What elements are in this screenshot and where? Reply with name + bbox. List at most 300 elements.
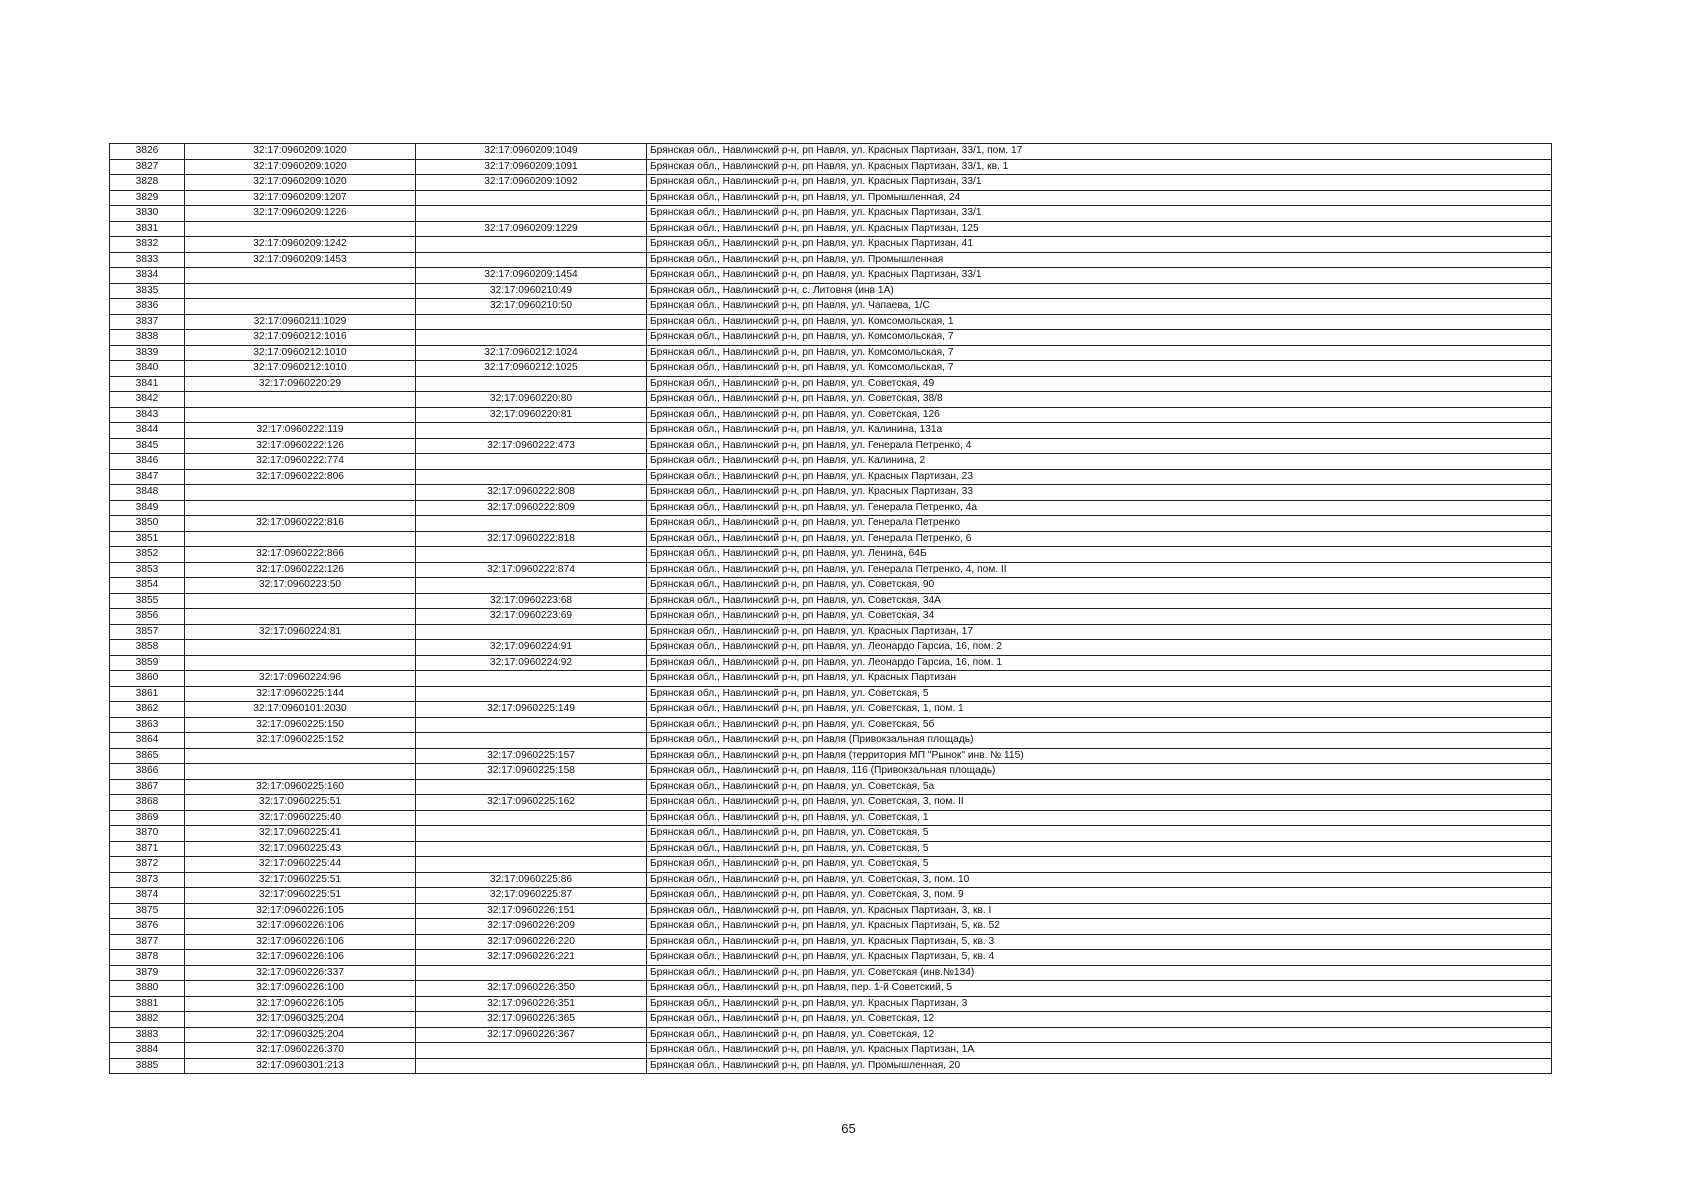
table-row xyxy=(110,407,1552,423)
address-cell: Брянская обл., Навлинский р-н, рп Навля, ул. Промышленная, 24 xyxy=(647,190,1552,206)
cadastral-number-cell: 32:17:0960226:370 xyxy=(185,1043,416,1059)
cadastral-number-cell: 32:17:0960225:160 xyxy=(185,779,416,795)
registry-table-body xyxy=(110,144,1552,1074)
table-row xyxy=(110,500,1552,516)
object-cadastral-number-cell xyxy=(416,686,647,702)
object-cadastral-number-cell xyxy=(416,469,647,485)
cadastral-number-cell: 32:17:0960225:51 xyxy=(185,872,416,888)
cadastral-number-cell: 32:17:0960225:51 xyxy=(185,888,416,904)
cadastral-number-cell xyxy=(185,221,416,237)
cadastral-number-cell: 32:17:0960301:213 xyxy=(185,1058,416,1074)
address-cell: Брянская обл., Навлинский р-н, рп Навля, ул. Красных Партизан, 23 xyxy=(647,469,1552,485)
cadastral-number-cell: 32:17:0960222:806 xyxy=(185,469,416,485)
row-number-cell: 3837 xyxy=(110,314,185,330)
address-cell: Брянская обл., Навлинский р-н, рп Навля, пер. 1-й Советский, 5 xyxy=(647,981,1552,997)
cadastral-number-cell: 32:17:0960209:1020 xyxy=(185,175,416,191)
address-cell: Брянская обл., Навлинский р-н, с. Литовня (инв 1А) xyxy=(647,283,1552,299)
object-cadastral-number-cell: 32:17:0960222:473 xyxy=(416,438,647,454)
cadastral-number-cell: 32:17:0960225:152 xyxy=(185,733,416,749)
row-number-cell: 3826 xyxy=(110,144,185,160)
address-cell: Брянская обл., Навлинский р-н, рп Навля, ул. Красных Партизан, 3 xyxy=(647,996,1552,1012)
cadastral-number-cell xyxy=(185,299,416,315)
row-number-cell: 3858 xyxy=(110,640,185,656)
object-cadastral-number-cell: 32:17:0960225:87 xyxy=(416,888,647,904)
object-cadastral-number-cell xyxy=(416,733,647,749)
row-number-cell: 3830 xyxy=(110,206,185,222)
object-cadastral-number-cell: 32:17:0960226:365 xyxy=(416,1012,647,1028)
row-number-cell: 3881 xyxy=(110,996,185,1012)
row-number-cell: 3857 xyxy=(110,624,185,640)
cadastral-number-cell xyxy=(185,748,416,764)
table-row xyxy=(110,221,1552,237)
cadastral-number-cell xyxy=(185,764,416,780)
table-row xyxy=(110,562,1552,578)
address-cell: Брянская обл., Навлинский р-н, рп Навля, ул. Леонардо Гарсиа, 16, пом. 2 xyxy=(647,640,1552,656)
row-number-cell: 3839 xyxy=(110,345,185,361)
row-number-cell: 3875 xyxy=(110,903,185,919)
table-row xyxy=(110,423,1552,439)
address-cell: Брянская обл., Навлинский р-н, рп Навля (Привокзальная площадь) xyxy=(647,733,1552,749)
row-number-cell: 3870 xyxy=(110,826,185,842)
cadastral-number-cell: 32:17:0960225:44 xyxy=(185,857,416,873)
table-row xyxy=(110,159,1552,175)
row-number-cell: 3840 xyxy=(110,361,185,377)
row-number-cell: 3880 xyxy=(110,981,185,997)
row-number-cell: 3862 xyxy=(110,702,185,718)
address-cell: Брянская обл., Навлинский р-н, рп Навля, ул. Советская, 5 xyxy=(647,857,1552,873)
row-number-cell: 3869 xyxy=(110,810,185,826)
cadastral-number-cell: 32:17:0960222:119 xyxy=(185,423,416,439)
table-row xyxy=(110,919,1552,935)
cadastral-number-cell xyxy=(185,268,416,284)
table-row xyxy=(110,748,1552,764)
cadastral-number-cell xyxy=(185,609,416,625)
table-row xyxy=(110,578,1552,594)
cadastral-number-cell: 32:17:0960101:2030 xyxy=(185,702,416,718)
row-number-cell: 3878 xyxy=(110,950,185,966)
address-cell: Брянская обл., Навлинский р-н, рп Навля, ул. Красных Партизан xyxy=(647,671,1552,687)
cadastral-number-cell: 32:17:0960225:43 xyxy=(185,841,416,857)
table-row xyxy=(110,996,1552,1012)
cadastral-number-cell: 32:17:0960225:41 xyxy=(185,826,416,842)
cadastral-number-cell: 32:17:0960209:1226 xyxy=(185,206,416,222)
row-number-cell: 3873 xyxy=(110,872,185,888)
object-cadastral-number-cell xyxy=(416,190,647,206)
cadastral-number-cell: 32:17:0960209:1020 xyxy=(185,159,416,175)
table-row xyxy=(110,857,1552,873)
address-cell: Брянская обл., Навлинский р-н, рп Навля, ул. Комсомольская, 7 xyxy=(647,361,1552,377)
row-number-cell: 3832 xyxy=(110,237,185,253)
address-cell: Брянская обл., Навлинский р-н, рп Навля, 116 (Привокзальная площадь) xyxy=(647,764,1552,780)
cadastral-number-cell: 32:17:0960226:337 xyxy=(185,965,416,981)
address-cell: Брянская обл., Навлинский р-н, рп Навля, ул. Красных Партизан, 17 xyxy=(647,624,1552,640)
table-row xyxy=(110,361,1552,377)
object-cadastral-number-cell xyxy=(416,624,647,640)
table-row xyxy=(110,268,1552,284)
address-cell: Брянская обл., Навлинский р-н, рп Навля, ул. Генерала Петренко, 6 xyxy=(647,531,1552,547)
address-cell: Брянская обл., Навлинский р-н, рп Навля (территория МП "Рынок" инв. № 115) xyxy=(647,748,1552,764)
row-number-cell: 3866 xyxy=(110,764,185,780)
row-number-cell: 3842 xyxy=(110,392,185,408)
row-number-cell: 3849 xyxy=(110,500,185,516)
address-cell: Брянская обл., Навлинский р-н, рп Навля, ул. Красных Партизан, 33 xyxy=(647,485,1552,501)
object-cadastral-number-cell: 32:17:0960225:149 xyxy=(416,702,647,718)
cadastral-number-cell: 32:17:0960209:1453 xyxy=(185,252,416,268)
row-number-cell: 3845 xyxy=(110,438,185,454)
address-cell: Брянская обл., Навлинский р-н, рп Навля, ул. Красных Партизан, 125 xyxy=(647,221,1552,237)
table-row xyxy=(110,981,1552,997)
table-row xyxy=(110,686,1552,702)
table-row xyxy=(110,330,1552,346)
address-cell: Брянская обл., Навлинский р-н, рп Навля, ул. Советская, 34А xyxy=(647,593,1552,609)
row-number-cell: 3853 xyxy=(110,562,185,578)
table-row xyxy=(110,609,1552,625)
table-row xyxy=(110,485,1552,501)
object-cadastral-number-cell xyxy=(416,1043,647,1059)
cadastral-number-cell: 32:17:0960226:106 xyxy=(185,950,416,966)
table-row xyxy=(110,733,1552,749)
object-cadastral-number-cell xyxy=(416,826,647,842)
cadastral-number-cell: 32:17:0960224:81 xyxy=(185,624,416,640)
table-row xyxy=(110,516,1552,532)
table-row xyxy=(110,810,1552,826)
row-number-cell: 3841 xyxy=(110,376,185,392)
address-cell: Брянская обл., Навлинский р-н, рп Навля, ул. Красных Партизан, 33/1 xyxy=(647,268,1552,284)
table-row xyxy=(110,965,1552,981)
address-cell: Брянская обл., Навлинский р-н, рп Навля, ул. Советская, 49 xyxy=(647,376,1552,392)
cadastral-number-cell: 32:17:0960225:40 xyxy=(185,810,416,826)
table-row xyxy=(110,841,1552,857)
address-cell: Брянская обл., Навлинский р-н, рп Навля, ул. Советская, 3, пом. 9 xyxy=(647,888,1552,904)
row-number-cell: 3843 xyxy=(110,407,185,423)
table-row xyxy=(110,237,1552,253)
cadastral-number-cell: 32:17:0960222:126 xyxy=(185,438,416,454)
row-number-cell: 3844 xyxy=(110,423,185,439)
table-row xyxy=(110,392,1552,408)
address-cell: Брянская обл., Навлинский р-н, рп Навля, ул. Советская, 5 xyxy=(647,686,1552,702)
object-cadastral-number-cell xyxy=(416,237,647,253)
cadastral-number-cell: 32:17:0960222:774 xyxy=(185,454,416,470)
object-cadastral-number-cell: 32:17:0960222:809 xyxy=(416,500,647,516)
object-cadastral-number-cell: 32:17:0960209:1454 xyxy=(416,268,647,284)
address-cell: Брянская обл., Навлинский р-н, рп Навля, ул. Красных Партизан, 3, кв. I xyxy=(647,903,1552,919)
table-row xyxy=(110,593,1552,609)
row-number-cell: 3834 xyxy=(110,268,185,284)
row-number-cell: 3861 xyxy=(110,686,185,702)
object-cadastral-number-cell: 32:17:0960222:874 xyxy=(416,562,647,578)
object-cadastral-number-cell: 32:17:0960225:86 xyxy=(416,872,647,888)
row-number-cell: 3863 xyxy=(110,717,185,733)
row-number-cell: 3882 xyxy=(110,1012,185,1028)
row-number-cell: 3829 xyxy=(110,190,185,206)
table-row xyxy=(110,717,1552,733)
address-cell: Брянская обл., Навлинский р-н, рп Навля, ул. Красных Партизан, 5, кв. 3 xyxy=(647,934,1552,950)
address-cell: Брянская обл., Навлинский р-н, рп Навля, ул. Красных Партизан, 33/1 xyxy=(647,206,1552,222)
table-row xyxy=(110,1027,1552,1043)
address-cell: Брянская обл., Навлинский р-н, рп Навля, ул. Советская, 5а xyxy=(647,779,1552,795)
address-cell: Брянская обл., Навлинский р-н, рп Навля, ул. Генерала Петренко, 4, пом. II xyxy=(647,562,1552,578)
object-cadastral-number-cell: 32:17:0960225:158 xyxy=(416,764,647,780)
row-number-cell: 3833 xyxy=(110,252,185,268)
table-row xyxy=(110,469,1552,485)
row-number-cell: 3846 xyxy=(110,454,185,470)
cadastral-number-cell: 32:17:0960222:126 xyxy=(185,562,416,578)
cadastral-number-cell: 32:17:0960212:1010 xyxy=(185,361,416,377)
table-row xyxy=(110,252,1552,268)
address-cell: Брянская обл., Навлинский р-н, рп Навля, ул. Леонардо Гарсиа, 16, пом. 1 xyxy=(647,655,1552,671)
cadastral-number-cell: 32:17:0960222:866 xyxy=(185,547,416,563)
table-row xyxy=(110,655,1552,671)
object-cadastral-number-cell xyxy=(416,810,647,826)
object-cadastral-number-cell xyxy=(416,578,647,594)
address-cell: Брянская обл., Навлинский р-н, рп Навля, ул. Советская, 126 xyxy=(647,407,1552,423)
object-cadastral-number-cell: 32:17:0960209:1229 xyxy=(416,221,647,237)
table-row xyxy=(110,903,1552,919)
row-number-cell: 3852 xyxy=(110,547,185,563)
object-cadastral-number-cell xyxy=(416,206,647,222)
object-cadastral-number-cell: 32:17:0960226:367 xyxy=(416,1027,647,1043)
object-cadastral-number-cell: 32:17:0960212:1024 xyxy=(416,345,647,361)
row-number-cell: 3872 xyxy=(110,857,185,873)
table-row xyxy=(110,144,1552,160)
cadastral-number-cell: 32:17:0960212:1016 xyxy=(185,330,416,346)
table-row xyxy=(110,547,1552,563)
object-cadastral-number-cell: 32:17:0960226:221 xyxy=(416,950,647,966)
object-cadastral-number-cell: 32:17:0960210:50 xyxy=(416,299,647,315)
row-number-cell: 3874 xyxy=(110,888,185,904)
row-number-cell: 3827 xyxy=(110,159,185,175)
row-number-cell: 3848 xyxy=(110,485,185,501)
registry-table xyxy=(109,143,1552,1074)
object-cadastral-number-cell: 32:17:0960210:49 xyxy=(416,283,647,299)
object-cadastral-number-cell xyxy=(416,547,647,563)
object-cadastral-number-cell xyxy=(416,717,647,733)
object-cadastral-number-cell: 32:17:0960225:162 xyxy=(416,795,647,811)
row-number-cell: 3868 xyxy=(110,795,185,811)
address-cell: Брянская обл., Навлинский р-н, рп Навля, ул. Советская, 34 xyxy=(647,609,1552,625)
address-cell: Брянская обл., Навлинский р-н, рп Навля, ул. Промышленная, 20 xyxy=(647,1058,1552,1074)
object-cadastral-number-cell xyxy=(416,841,647,857)
row-number-cell: 3859 xyxy=(110,655,185,671)
row-number-cell: 3828 xyxy=(110,175,185,191)
row-number-cell: 3855 xyxy=(110,593,185,609)
row-number-cell: 3867 xyxy=(110,779,185,795)
address-cell: Брянская обл., Навлинский р-н, рп Навля, ул. Комсомольская, 7 xyxy=(647,345,1552,361)
row-number-cell: 3885 xyxy=(110,1058,185,1074)
object-cadastral-number-cell: 32:17:0960222:808 xyxy=(416,485,647,501)
cadastral-number-cell: 32:17:0960226:105 xyxy=(185,996,416,1012)
object-cadastral-number-cell: 32:17:0960226:151 xyxy=(416,903,647,919)
cadastral-number-cell xyxy=(185,593,416,609)
object-cadastral-number-cell: 32:17:0960226:220 xyxy=(416,934,647,950)
cadastral-number-cell: 32:17:0960209:1207 xyxy=(185,190,416,206)
object-cadastral-number-cell: 32:17:0960212:1025 xyxy=(416,361,647,377)
object-cadastral-number-cell: 32:17:0960224:91 xyxy=(416,640,647,656)
row-number-cell: 3860 xyxy=(110,671,185,687)
cadastral-number-cell: 32:17:0960226:100 xyxy=(185,981,416,997)
table-row xyxy=(110,314,1552,330)
address-cell: Брянская обл., Навлинский р-н, рп Навля, ул. Генерала Петренко xyxy=(647,516,1552,532)
address-cell: Брянская обл., Навлинский р-н, рп Навля, ул. Советская, 12 xyxy=(647,1027,1552,1043)
table-row xyxy=(110,764,1552,780)
row-number-cell: 3835 xyxy=(110,283,185,299)
row-number-cell: 3883 xyxy=(110,1027,185,1043)
object-cadastral-number-cell xyxy=(416,314,647,330)
address-cell: Брянская обл., Навлинский р-н, рп Навля, ул. Красных Партизан, 33/1, пом. 17 xyxy=(647,144,1552,160)
cadastral-number-cell: 32:17:0960226:106 xyxy=(185,934,416,950)
cadastral-number-cell: 32:17:0960325:204 xyxy=(185,1027,416,1043)
object-cadastral-number-cell: 32:17:0960223:69 xyxy=(416,609,647,625)
address-cell: Брянская обл., Навлинский р-н, рп Навля, ул. Красных Партизан, 5, кв. 52 xyxy=(647,919,1552,935)
address-cell: Брянская обл., Навлинский р-н, рп Навля, ул. Советская, 5б xyxy=(647,717,1552,733)
object-cadastral-number-cell xyxy=(416,965,647,981)
object-cadastral-number-cell: 32:17:0960226:209 xyxy=(416,919,647,935)
table-row xyxy=(110,283,1552,299)
object-cadastral-number-cell: 32:17:0960222:818 xyxy=(416,531,647,547)
row-number-cell: 3864 xyxy=(110,733,185,749)
address-cell: Брянская обл., Навлинский р-н, рп Навля, ул. Красных Партизан, 33/1 xyxy=(647,175,1552,191)
object-cadastral-number-cell: 32:17:0960224:92 xyxy=(416,655,647,671)
cadastral-number-cell xyxy=(185,283,416,299)
row-number-cell: 3876 xyxy=(110,919,185,935)
address-cell: Брянская обл., Навлинский р-н, рп Навля, ул. Промышленная xyxy=(647,252,1552,268)
cadastral-number-cell xyxy=(185,392,416,408)
cadastral-number-cell: 32:17:0960225:144 xyxy=(185,686,416,702)
address-cell: Брянская обл., Навлинский р-н, рп Навля, ул. Комсомольская, 7 xyxy=(647,330,1552,346)
address-cell: Брянская обл., Навлинский р-н, рп Навля, ул. Советская, 1, пом. 1 xyxy=(647,702,1552,718)
object-cadastral-number-cell: 32:17:0960226:350 xyxy=(416,981,647,997)
table-row xyxy=(110,299,1552,315)
row-number-cell: 3851 xyxy=(110,531,185,547)
row-number-cell: 3854 xyxy=(110,578,185,594)
table-row xyxy=(110,531,1552,547)
address-cell: Брянская обл., Навлинский р-н, рп Навля, ул. Советская, 12 xyxy=(647,1012,1552,1028)
row-number-cell: 3831 xyxy=(110,221,185,237)
object-cadastral-number-cell xyxy=(416,252,647,268)
cadastral-number-cell: 32:17:0960226:106 xyxy=(185,919,416,935)
table-row xyxy=(110,206,1552,222)
cadastral-number-cell: 32:17:0960226:105 xyxy=(185,903,416,919)
address-cell: Брянская обл., Навлинский р-н, рп Навля, ул. Советская, 3, пом. 10 xyxy=(647,872,1552,888)
address-cell: Брянская обл., Навлинский р-н, рп Навля, ул. Генерала Петренко, 4а xyxy=(647,500,1552,516)
object-cadastral-number-cell: 32:17:0960209:1091 xyxy=(416,159,647,175)
object-cadastral-number-cell: 32:17:0960209:1092 xyxy=(416,175,647,191)
object-cadastral-number-cell xyxy=(416,779,647,795)
address-cell: Брянская обл., Навлинский р-н, рп Навля, ул. Советская, 38/8 xyxy=(647,392,1552,408)
address-cell: Брянская обл., Навлинский р-н, рп Навля, ул. Калинина, 131а xyxy=(647,423,1552,439)
address-cell: Брянская обл., Навлинский р-н, рп Навля, ул. Советская, 90 xyxy=(647,578,1552,594)
cadastral-number-cell xyxy=(185,655,416,671)
cadastral-number-cell xyxy=(185,485,416,501)
table-row xyxy=(110,950,1552,966)
cadastral-number-cell xyxy=(185,500,416,516)
object-cadastral-number-cell xyxy=(416,1058,647,1074)
cadastral-number-cell xyxy=(185,407,416,423)
table-row xyxy=(110,175,1552,191)
address-cell: Брянская обл., Навлинский р-н, рп Навля, ул. Советская, 1 xyxy=(647,810,1552,826)
table-row xyxy=(110,872,1552,888)
cadastral-number-cell: 32:17:0960209:1020 xyxy=(185,144,416,160)
row-number-cell: 3877 xyxy=(110,934,185,950)
address-cell: Брянская обл., Навлинский р-н, рп Навля, ул. Советская, 5 xyxy=(647,826,1552,842)
address-cell: Брянская обл., Навлинский р-н, рп Навля, ул. Советская (инв.№134) xyxy=(647,965,1552,981)
table-row xyxy=(110,795,1552,811)
object-cadastral-number-cell xyxy=(416,423,647,439)
row-number-cell: 3871 xyxy=(110,841,185,857)
table-row xyxy=(110,1012,1552,1028)
address-cell: Брянская обл., Навлинский р-н, рп Навля, ул. Красных Партизан, 33/1, кв. 1 xyxy=(647,159,1552,175)
table-row xyxy=(110,826,1552,842)
cadastral-number-cell: 32:17:0960224:96 xyxy=(185,671,416,687)
table-row xyxy=(110,1058,1552,1074)
table-row xyxy=(110,190,1552,206)
address-cell: Брянская обл., Навлинский р-н, рп Навля, ул. Красных Партизан, 1А xyxy=(647,1043,1552,1059)
table-row xyxy=(110,888,1552,904)
address-cell: Брянская обл., Навлинский р-н, рп Навля, ул. Калинина, 2 xyxy=(647,454,1552,470)
table-row xyxy=(110,376,1552,392)
address-cell: Брянская обл., Навлинский р-н, рп Навля, ул. Красных Партизан, 5, кв. 4 xyxy=(647,950,1552,966)
cadastral-number-cell: 32:17:0960212:1010 xyxy=(185,345,416,361)
object-cadastral-number-cell xyxy=(416,454,647,470)
address-cell: Брянская обл., Навлинский р-н, рп Навля, ул. Комсомольская, 1 xyxy=(647,314,1552,330)
object-cadastral-number-cell: 32:17:0960220:80 xyxy=(416,392,647,408)
object-cadastral-number-cell: 32:17:0960220:81 xyxy=(416,407,647,423)
object-cadastral-number-cell: 32:17:0960223:68 xyxy=(416,593,647,609)
table-row xyxy=(110,640,1552,656)
cadastral-number-cell: 32:17:0960225:51 xyxy=(185,795,416,811)
cadastral-number-cell xyxy=(185,640,416,656)
table-row xyxy=(110,934,1552,950)
table-row xyxy=(110,779,1552,795)
cadastral-number-cell xyxy=(185,531,416,547)
object-cadastral-number-cell: 32:17:0960226:351 xyxy=(416,996,647,1012)
address-cell: Брянская обл., Навлинский р-н, рп Навля, ул. Чапаева, 1/С xyxy=(647,299,1552,315)
object-cadastral-number-cell xyxy=(416,330,647,346)
table-row xyxy=(110,702,1552,718)
object-cadastral-number-cell xyxy=(416,857,647,873)
cadastral-number-cell: 32:17:0960223:50 xyxy=(185,578,416,594)
row-number-cell: 3879 xyxy=(110,965,185,981)
address-cell: Брянская обл., Навлинский р-н, рп Навля, ул. Генерала Петренко, 4 xyxy=(647,438,1552,454)
cadastral-number-cell: 32:17:0960222:816 xyxy=(185,516,416,532)
cadastral-number-cell: 32:17:0960220:29 xyxy=(185,376,416,392)
cadastral-number-cell: 32:17:0960211:1029 xyxy=(185,314,416,330)
address-cell: Брянская обл., Навлинский р-н, рп Навля, ул. Красных Партизан, 41 xyxy=(647,237,1552,253)
row-number-cell: 3850 xyxy=(110,516,185,532)
object-cadastral-number-cell xyxy=(416,671,647,687)
row-number-cell: 3884 xyxy=(110,1043,185,1059)
table-row xyxy=(110,438,1552,454)
table-row xyxy=(110,624,1552,640)
object-cadastral-number-cell xyxy=(416,516,647,532)
address-cell: Брянская обл., Навлинский р-н, рп Навля, ул. Советская, 5 xyxy=(647,841,1552,857)
object-cadastral-number-cell: 32:17:0960209:1049 xyxy=(416,144,647,160)
cadastral-number-cell: 32:17:0960209:1242 xyxy=(185,237,416,253)
table-row xyxy=(110,345,1552,361)
address-cell: Брянская обл., Навлинский р-н, рп Навля, ул. Советская, 3, пом. II xyxy=(647,795,1552,811)
table-row xyxy=(110,1043,1552,1059)
page-number: 65 xyxy=(841,1121,856,1136)
row-number-cell: 3836 xyxy=(110,299,185,315)
row-number-cell: 3865 xyxy=(110,748,185,764)
cadastral-number-cell: 32:17:0960325:204 xyxy=(185,1012,416,1028)
table-row xyxy=(110,454,1552,470)
object-cadastral-number-cell xyxy=(416,376,647,392)
cadastral-number-cell: 32:17:0960225:150 xyxy=(185,717,416,733)
table-row xyxy=(110,671,1552,687)
row-number-cell: 3847 xyxy=(110,469,185,485)
row-number-cell: 3856 xyxy=(110,609,185,625)
